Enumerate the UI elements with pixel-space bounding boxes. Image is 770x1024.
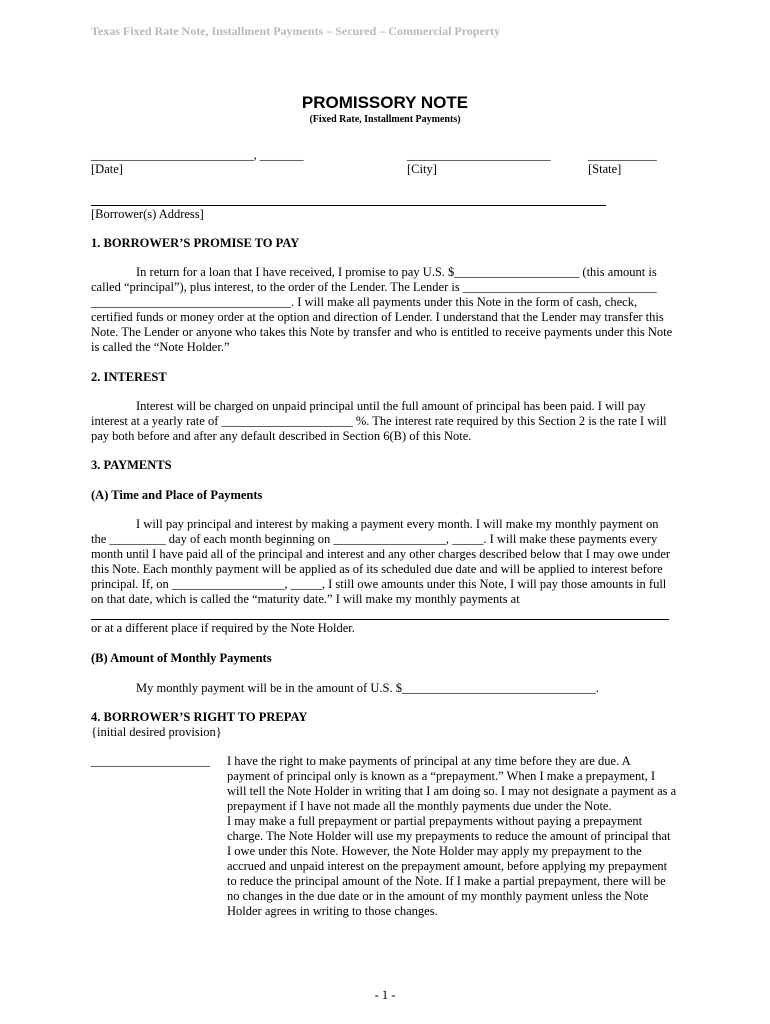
paragraph-line: payment of principal only is known as a “prepayment.” When I make a prepayment, I <box>227 769 656 783</box>
paragraph-line: principal. If, on __________________, _____, I still owe amounts under this Note, I will pay those amounts in full <box>91 577 667 591</box>
paragraph-line: Note. The Lender or anyone who takes this Note by transfer and who is entitled to receive payments under this Note <box>91 325 673 339</box>
paragraph-line: month until I have paid all of the principal and interest and any other charges described below that I may owe under <box>91 547 671 561</box>
header-note: Texas Fixed Rate Note, Installment Payments – Secured – Commercial Property <box>91 24 501 38</box>
paragraph-line: pay both before and after any default described in Section 6(B) of this Note. <box>91 429 472 443</box>
city-blank[interactable]: _______________________ <box>407 148 551 162</box>
section4-heading: 4. BORROWER’S RIGHT TO PREPAY <box>91 710 308 724</box>
paragraph-line: is called the “Note Holder.” <box>91 340 230 354</box>
initial-blank[interactable]: ___________________ <box>91 754 210 768</box>
paragraph-line: I may make a full prepayment or partial prepayments without paying a prepayment <box>227 814 643 828</box>
section4-paragraph <box>227 754 676 919</box>
state-label: [State] <box>588 162 622 176</box>
city-label: [City] <box>407 162 437 176</box>
document-subtitle: (Fixed Rate, Installment Payments) <box>309 114 461 125</box>
section3a-paragraph <box>91 517 670 607</box>
section1-paragraph <box>91 265 672 355</box>
paragraph-line: In return for a loan that I have received, I promise to pay U.S. $____________________ (this amount is <box>136 265 657 279</box>
paragraph-line: to reduce the principal amount of the Note. If I make a partial prepayment, there will be <box>227 874 666 888</box>
section3b-line: My monthly payment will be in the amount of U.S. $_______________________________. <box>136 681 599 695</box>
section2-paragraph <box>91 399 667 444</box>
section3a-subheading: (A) Time and Place of Payments <box>91 488 263 502</box>
paragraph-line: interest at a yearly rate of _____________________ %. The interest rate required by this Section 2 is the rate I will <box>91 414 667 428</box>
paragraph-line: called “principal”), plus interest, to the order of the Lender. The Lender is _______________________________ <box>91 280 657 294</box>
date-label: [Date] <box>91 162 123 176</box>
document-title: PROMISSORY NOTE <box>301 93 469 112</box>
section4-note: {initial desired provision} <box>91 725 222 739</box>
section1-heading: 1. BORROWER’S PROMISE TO PAY <box>91 236 300 250</box>
paragraph-line: Holder agrees in writing to those changes. <box>227 904 438 918</box>
paragraph-line: Interest will be charged on unpaid principal until the full amount of principal has been paid. I will pay <box>136 399 646 413</box>
section3-heading: 3. PAYMENTS <box>91 458 172 472</box>
section3a-last-line: or at a different place if required by the Note Holder. <box>91 621 355 635</box>
paragraph-line: accrued and unpaid interest on the prepayment amount, before applying my prepayment <box>227 859 668 873</box>
paragraph-line: I will pay principal and interest by making a payment every month. I will make my monthly payment on <box>136 517 659 531</box>
paragraph-line: the _________ day of each month beginning on __________________, _____. I will make these payments every <box>91 532 658 546</box>
address-blank-line[interactable] <box>91 205 606 206</box>
paragraph-line: certified funds or money order at the option and direction of Lender. I understand that the Lender may transfer this <box>91 310 664 324</box>
state-blank[interactable]: ___________ <box>588 148 657 162</box>
paragraph-line: on that date, which is called the “maturity date.” I will make my monthly payments at <box>91 592 520 606</box>
paragraph-line: ________________________________. I will make all payments under this Note in the form of cash, check, <box>91 295 638 309</box>
paragraph-line: prepayment if I have not made all the monthly payments due under the Note. <box>227 799 612 813</box>
page-number: - 1 - <box>374 988 396 1002</box>
date-blank[interactable]: __________________________, _______ <box>91 148 304 162</box>
paragraph-line: no changes in the due date or in the amount of my monthly payment unless the Note <box>227 889 649 903</box>
paragraph-line: will tell the Note Holder in writing that I am doing so. I may not designate a payment as a <box>227 784 677 798</box>
section2-heading: 2. INTEREST <box>91 370 167 384</box>
section3b-subheading: (B) Amount of Monthly Payments <box>91 651 272 665</box>
address-label: [Borrower(s) Address] <box>91 207 204 221</box>
paragraph-line: I have the right to make payments of principal at any time before they are due. A <box>227 754 631 768</box>
paragraph-line: charge. The Note Holder will use my prepayments to reduce the amount of principal that <box>227 829 671 843</box>
paragraph-line: this Note. Each monthly payment will be applied as of its scheduled due date and will be applied to interest before <box>91 562 663 576</box>
paragraph-line: I owe under this Note. However, the Note Holder may apply my prepayment to the <box>227 844 642 858</box>
payment-place-blank-line[interactable] <box>91 619 669 620</box>
